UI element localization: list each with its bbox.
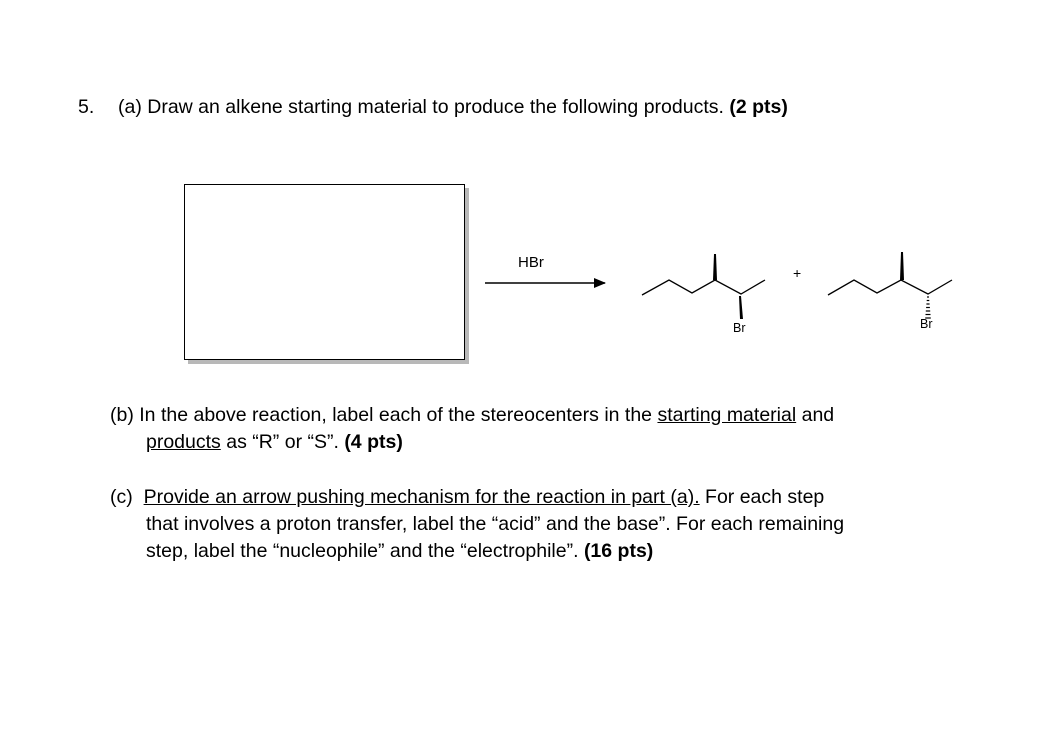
product-2-br-label: Br (920, 317, 933, 331)
reagent-label: HBr (518, 254, 544, 271)
part-c-line-3 (110, 538, 1010, 565)
product-1-methyl-wedge (713, 254, 717, 280)
starting-material-answer-box[interactable] (184, 184, 465, 360)
part-c-points: (16 pts) (583, 540, 654, 562)
part-c-line-1 (110, 484, 1010, 511)
underline-starting-material: starting material (657, 404, 797, 426)
part-b-text-3: as “R” or “S”. (226, 431, 339, 453)
part-c (110, 484, 1010, 565)
part-c-text-3: step, label the “nucleophile” and the “electrophile”. (146, 540, 579, 562)
part-b-text-1: In the above reaction, label each of the stereocenters in the (139, 404, 653, 426)
part-a-points: (2 pts) (729, 96, 788, 118)
part-c-text-1: For each step (705, 486, 825, 508)
product-1-br-wedge (739, 296, 743, 319)
part-c-label: (c) (110, 486, 133, 508)
part-a-label: (a) (118, 96, 142, 118)
product-1-structure (642, 254, 765, 335)
product-2-structure (828, 252, 952, 331)
underline-mechanism-instruction: Provide an arrow pushing mechanism for the reaction in part (a). (143, 486, 700, 508)
product-2-methyl-wedge (900, 252, 904, 280)
part-b-text-2: and (801, 404, 835, 426)
part-c-line-2: that involves a proton transfer, label the “acid” and the base”. For each remaining (146, 513, 845, 535)
product-2-br-hash-bond (925, 297, 931, 318)
question-5-part-a (78, 96, 788, 119)
underline-products: products (146, 431, 221, 453)
part-b-points: (4 pts) (344, 431, 403, 453)
part-a-text: Draw an alkene starting material to produce the following products. (147, 96, 724, 118)
reaction-scheme (470, 240, 970, 340)
part-b-line-2 (110, 429, 1010, 456)
part-b-label: (b) (110, 404, 134, 426)
question-number: 5. (78, 96, 95, 118)
part-b-line-1 (110, 402, 1010, 429)
plus-sign: + (793, 265, 802, 281)
product-1-br-label: Br (733, 321, 746, 335)
part-b (110, 402, 1010, 456)
